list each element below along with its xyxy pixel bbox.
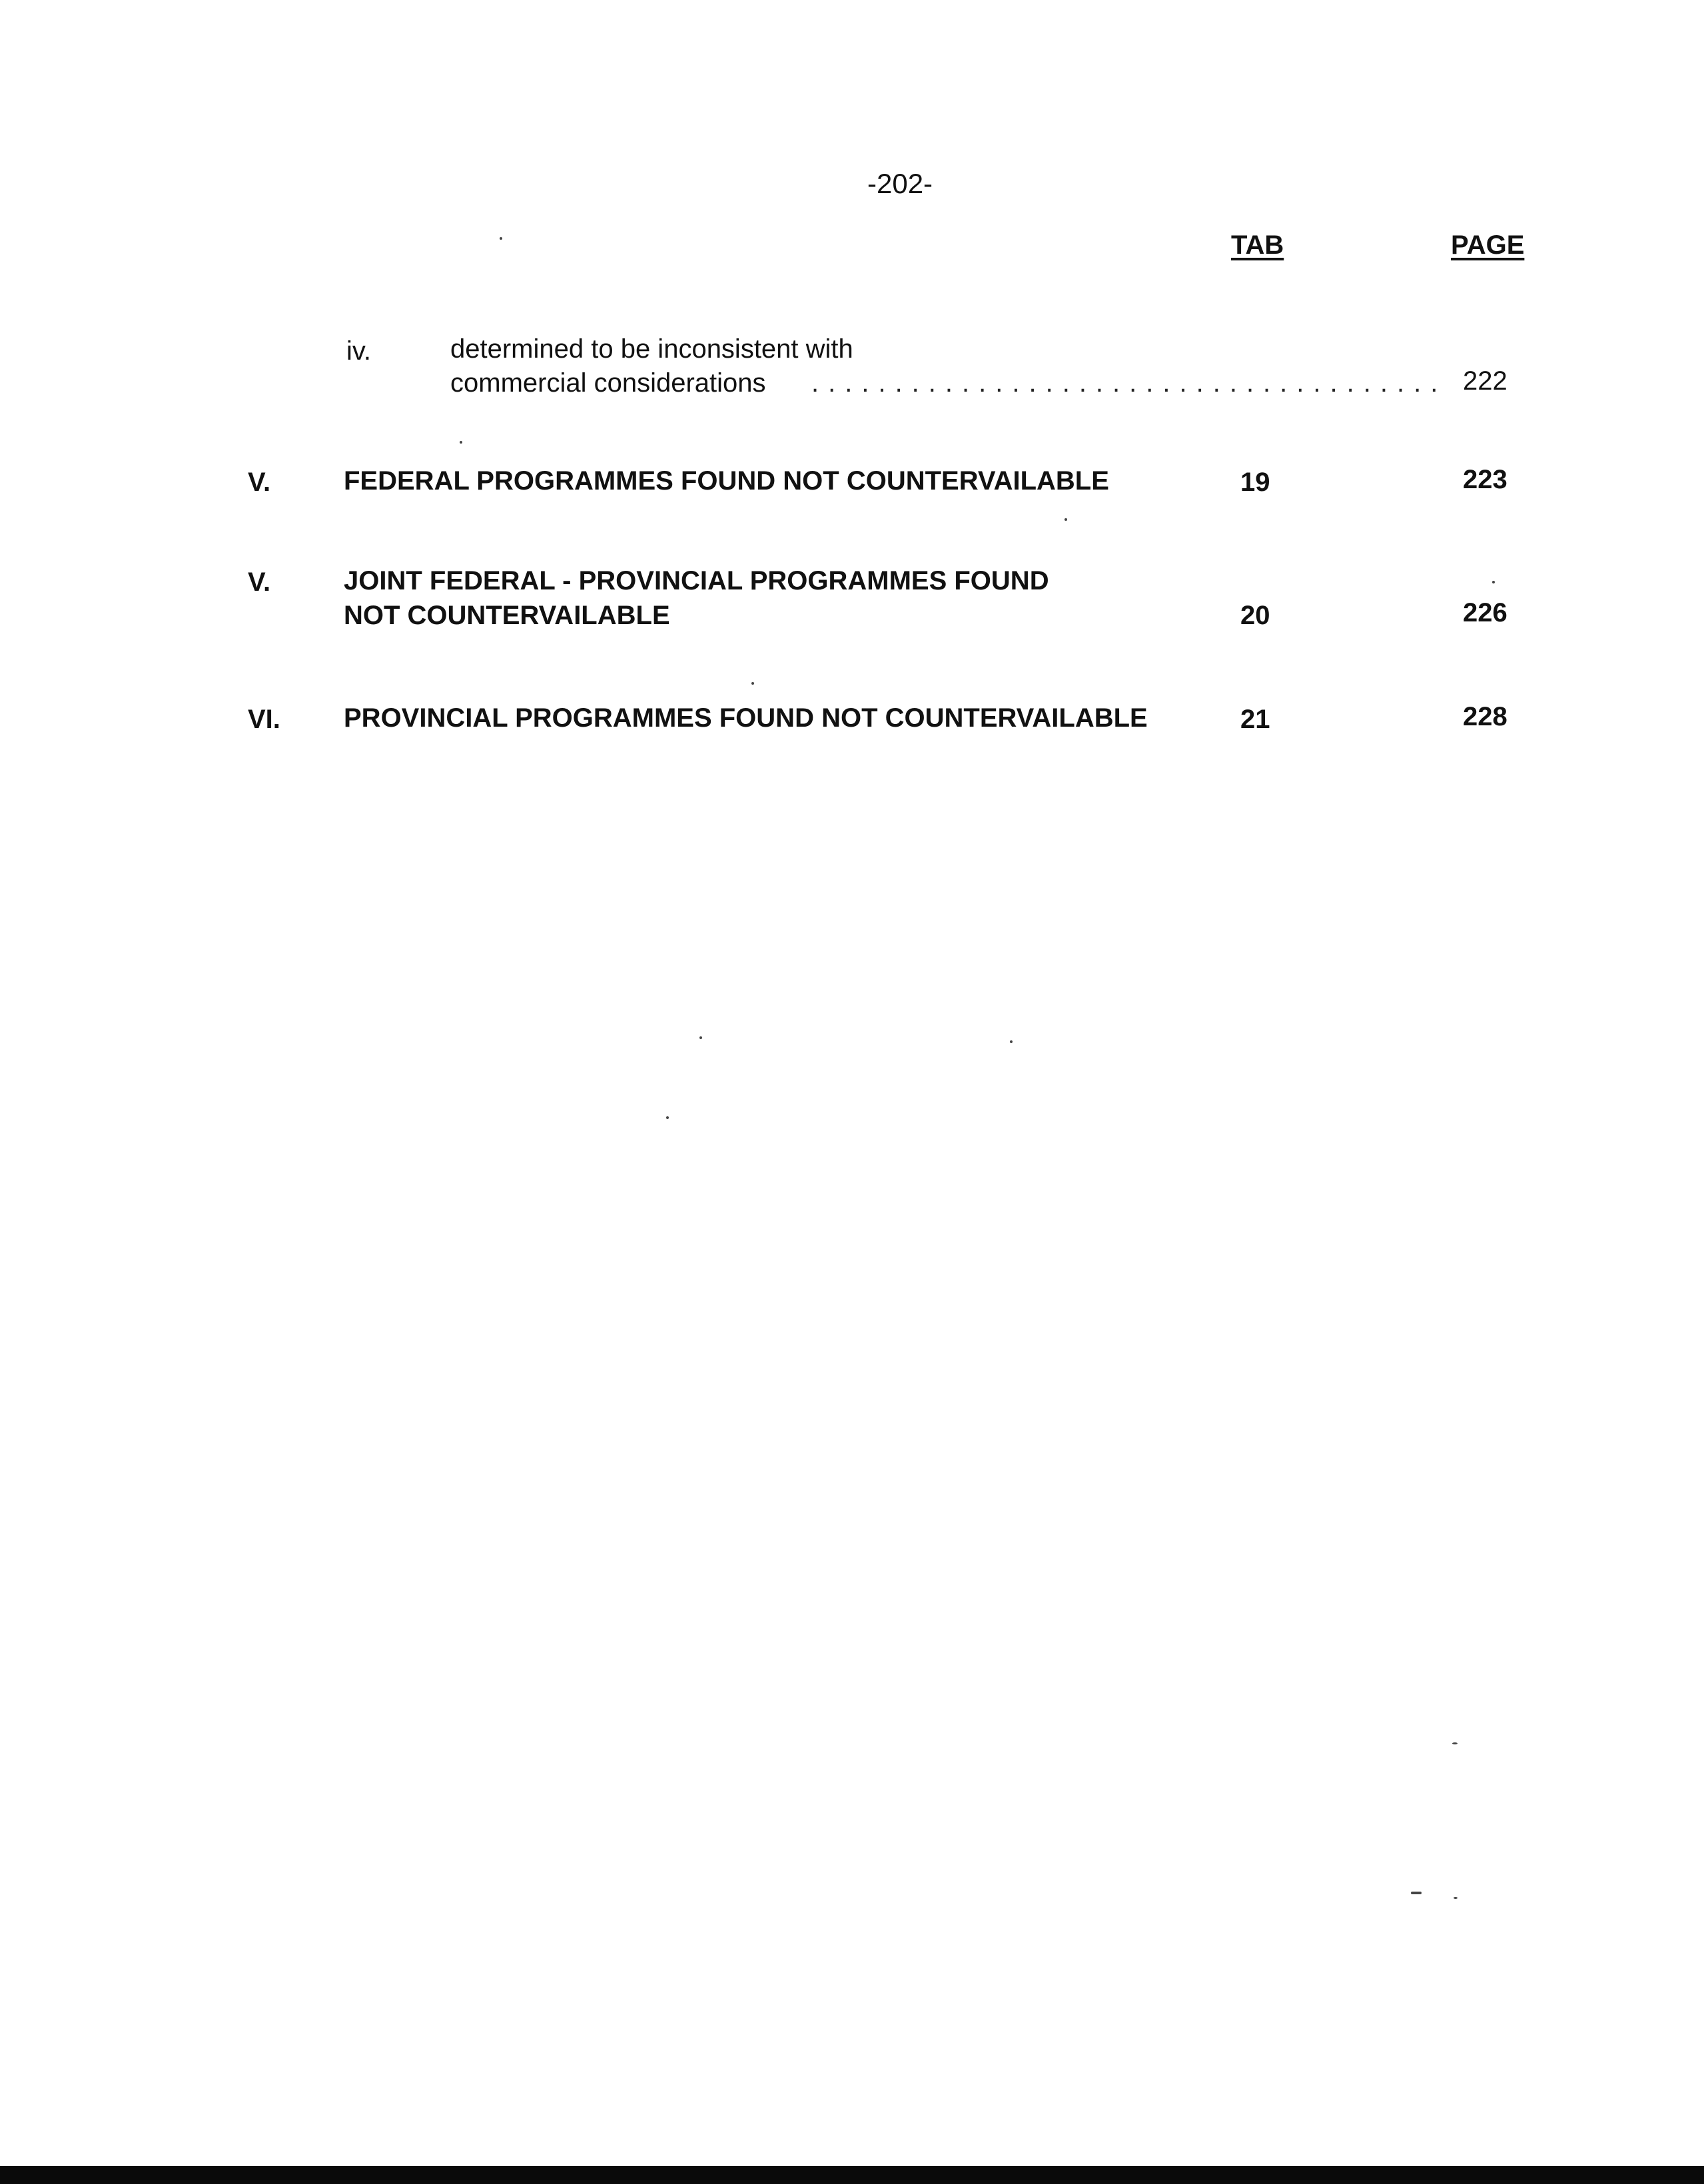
entry-title: PROVINCIAL PROGRAMMES FOUND NOT COUNTERVAILABLE [344,703,1148,733]
scan-bottom-edge [0,2166,1704,2184]
page-column-header: PAGE [1451,230,1525,260]
entry-page: 226 [1463,598,1507,627]
tab-column-header: TAB [1231,230,1284,260]
scan-speck [1454,1897,1458,1899]
entry-title-line-2: NOT COUNTERVAILABLE [344,601,670,630]
scan-speck [699,1036,702,1039]
scan-speck [1492,581,1495,583]
dot-leader: ...................................... [811,368,1448,398]
entry-number: VI. [248,705,280,734]
entry-tab: 19 [1240,468,1270,497]
subitem-page: 222 [1463,366,1507,396]
entry-title: FEDERAL PROGRAMMES FOUND NOT COUNTERVAILABLE [344,466,1109,496]
scan-speck [1065,518,1067,521]
subitem-title-line-1: determined to be inconsistent with [450,334,853,364]
page-number: -202- [867,168,933,199]
entry-page: 223 [1463,465,1507,494]
scan-speck [666,1116,669,1119]
entry-tab: 21 [1240,705,1270,734]
scan-speck [500,237,502,240]
scan-speck [1411,1892,1422,1894]
entry-number: V. [248,468,271,497]
entry-title-line-1: JOINT FEDERAL - PROVINCIAL PROGRAMMES FOUND [344,566,1049,595]
scan-speck [1010,1040,1013,1043]
scan-speck [751,682,754,685]
entry-tab: 20 [1240,601,1270,630]
subitem-title-line-2: commercial considerations [450,368,766,398]
entry-page: 228 [1463,702,1507,731]
scan-speck [460,441,462,444]
subitem-number: iv. [346,336,372,366]
entry-number: V. [248,567,271,597]
scan-speck [1452,1742,1458,1744]
